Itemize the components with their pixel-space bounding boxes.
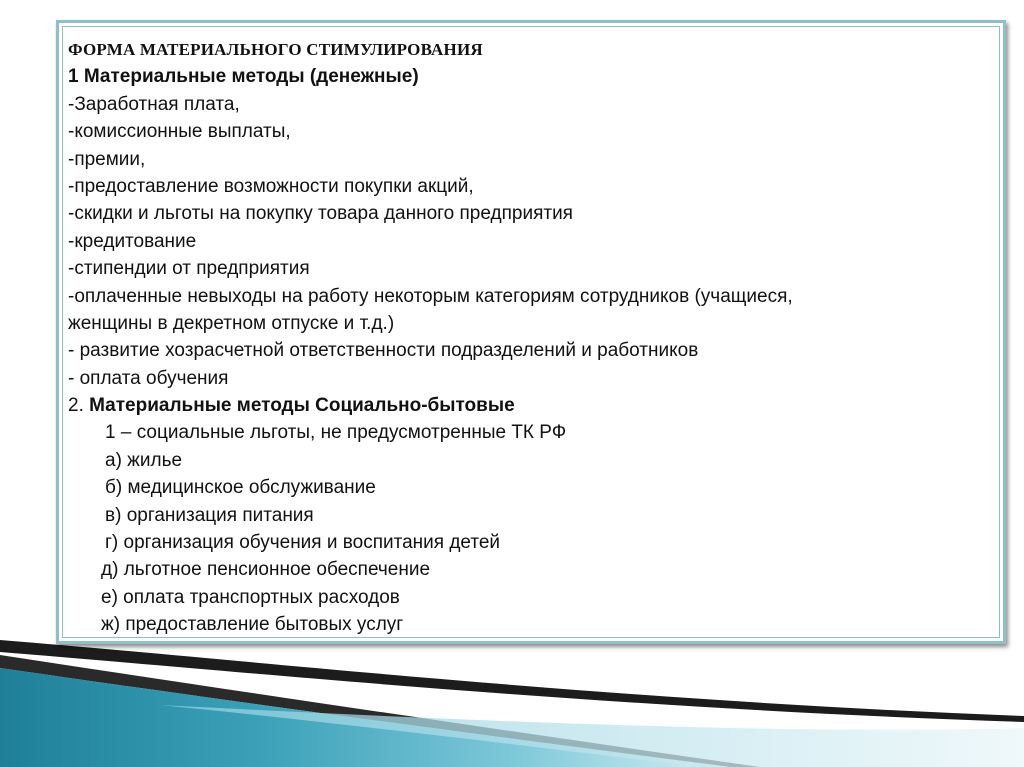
list-item: -скидки и льготы на покупку товара данного предприятия — [68, 203, 573, 225]
list-item: д) льготное пенсионное обеспечение — [101, 559, 431, 581]
section2-number: 2. — [68, 395, 90, 417]
list-item: -предоставление возможности покупки акций, — [68, 175, 474, 197]
list-item: ж) предоставление бытовых услуг — [101, 614, 404, 636]
section2-title: Материальные методы Социально-бытовые — [89, 395, 515, 417]
list-item: г) организация обучения и воспитания детей — [105, 532, 501, 554]
list-item: - оплата обучения — [68, 367, 229, 389]
list-item: -комиссионные выплаты, — [68, 121, 291, 143]
list-item: -стипендии от предприятия — [68, 258, 310, 280]
list-item: -оплаченные невыходы на работу некоторым категориям сотрудников (учащиеся, — [68, 285, 793, 307]
list-item: а) жилье — [105, 449, 183, 471]
section2-title-line — [68, 392, 998, 419]
list-item: е) оплата транспортных расходов — [101, 586, 400, 608]
list-item: -Заработная плата, — [68, 93, 240, 115]
section1-title: 1 Материальные методы (денежные) — [68, 66, 419, 88]
slide-heading: ФОРМА МАТЕРИАЛЬНОГО СТИМУЛИРОВАНИЯ — [68, 40, 483, 59]
list-item: в) организация питания — [105, 504, 314, 526]
slide-content — [68, 36, 998, 639]
list-item: -премии, — [68, 148, 146, 170]
list-item: б) медицинское обслуживание — [105, 477, 376, 499]
list-item: женщины в декретном отпуске и т.д.) — [68, 312, 395, 334]
list-item: -кредитование — [68, 230, 197, 252]
section2-subtitle: 1 – социальные льготы, не предусмотренные ТК РФ — [105, 422, 567, 444]
list-item: - развитие хозрасчетной ответственности подразделений и работников — [68, 340, 699, 362]
